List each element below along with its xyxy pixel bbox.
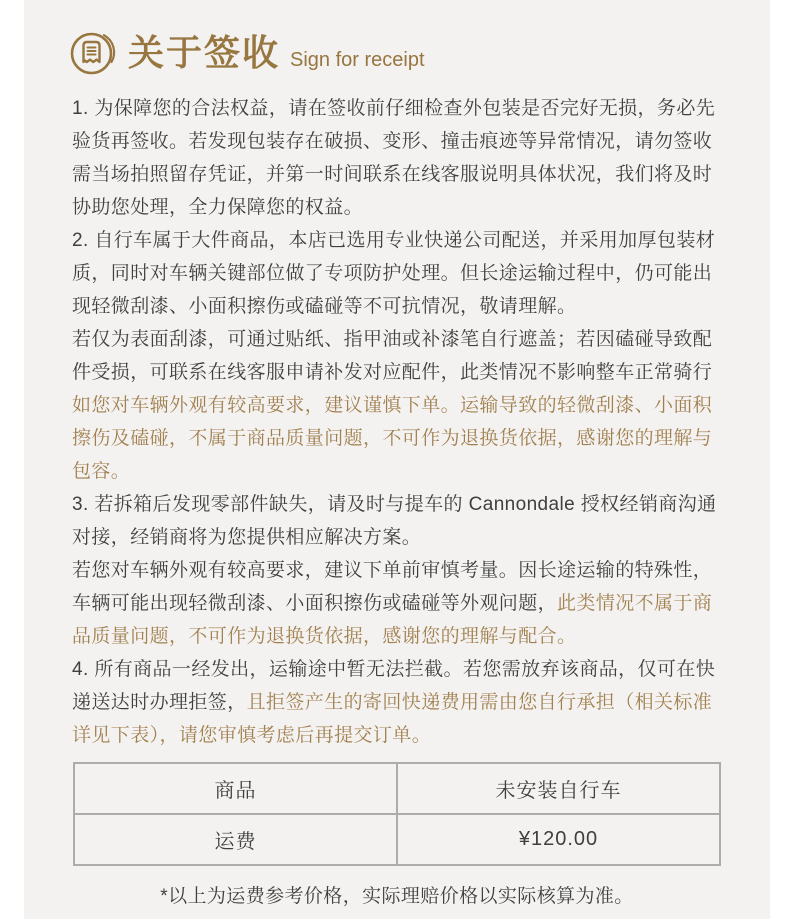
receipt-icon <box>68 28 118 78</box>
notice-paragraph-1 <box>72 92 720 224</box>
notice-paragraph-3b <box>72 554 720 653</box>
text-run: 3. 若拆箱后发现零部件缺失，请及时与提车的 Cannondale 授权经销商沟通对接，经销商将为您提供相应解决方案。 <box>72 494 717 548</box>
notice-paragraph-2b <box>72 323 720 389</box>
table-cell-freight-label: 运费 <box>74 814 397 865</box>
section-title: 关于签收 <box>128 32 281 73</box>
table-cell-product-label: 商品 <box>74 763 397 814</box>
footnote: *以上为运费参考价格，实际理赔价格以实际核算为准。 <box>160 886 634 907</box>
accent-text-run: 且拒签产生的寄回快递费用需由您自行承担（相关标准详见下表），请您审慎考虑后再提交订单。 <box>72 692 713 746</box>
notice-content <box>24 92 770 752</box>
text-run: 若您对车辆外观有较高要求，建议下单前审慎考量。因长途运输的特殊性，车辆可能出现轻微刮漆、小面积擦伤或磕碰等外观问题， <box>72 560 713 614</box>
text-run: 1. 为保障您的合法权益，请在签收前仔细检查外包装是否完好无损，务必先验货再签收。若发现包装存在破损、变形、撞击痕迹等异常情况，请勿签收需当场拍照留存凭证，并第一时间联系在线客服说明具体状况，我们将及时协助您处理，全力保障您的权益。 <box>72 98 716 218</box>
table-row-freight <box>74 814 720 865</box>
notice-paragraph-4 <box>72 653 720 752</box>
notice-paragraph-3 <box>72 488 720 554</box>
text-run: 若仅为表面刮漆，可通过贴纸、指甲油或补漆笔自行遮盖；若因磕碰导致配件受损，可联系在线客服申请补发对应配件，此类情况不影响整车正常骑行 <box>72 329 713 383</box>
text-run: 2. 自行车属于大件商品，本店已选用专业快递公司配送，并采用加厚包装材质，同时对车辆关键部位做了专项防护处理。但长途运输过程中，仍可能出现轻微刮漆、小面积擦伤或磕碰等不可抗情况，敬请理解。 <box>72 230 716 317</box>
notice-paragraph-2 <box>72 224 720 323</box>
section-header <box>24 0 770 80</box>
accent-text-run: 如您对车辆外观有较高要求，建议谨慎下单。运输导致的轻微刮漆、小面积擦伤及磕碰，不属于商品质量问题，不可作为退换货依据，感谢您的理解与包容。 <box>72 395 713 482</box>
table-cell-product-value: 未安装自行车 <box>397 763 720 814</box>
receipt-notice-panel <box>24 0 770 919</box>
table-cell-freight-value: ¥120.00 <box>397 814 720 865</box>
table-row-product <box>74 763 720 814</box>
section-subtitle: Sign for receipt <box>290 48 425 71</box>
notice-paragraph-2c <box>72 389 720 488</box>
accent-text-run: 此类情况不属于商品质量问题，不可作为退换货依据，感谢您的理解与配合。 <box>72 593 713 647</box>
shipping-fee-table <box>73 762 721 866</box>
text-run: 4. 所有商品一经发出，运输途中暂无法拦截。若您需放弃该商品，仅可在快递送达时办理拒签， <box>72 659 716 713</box>
